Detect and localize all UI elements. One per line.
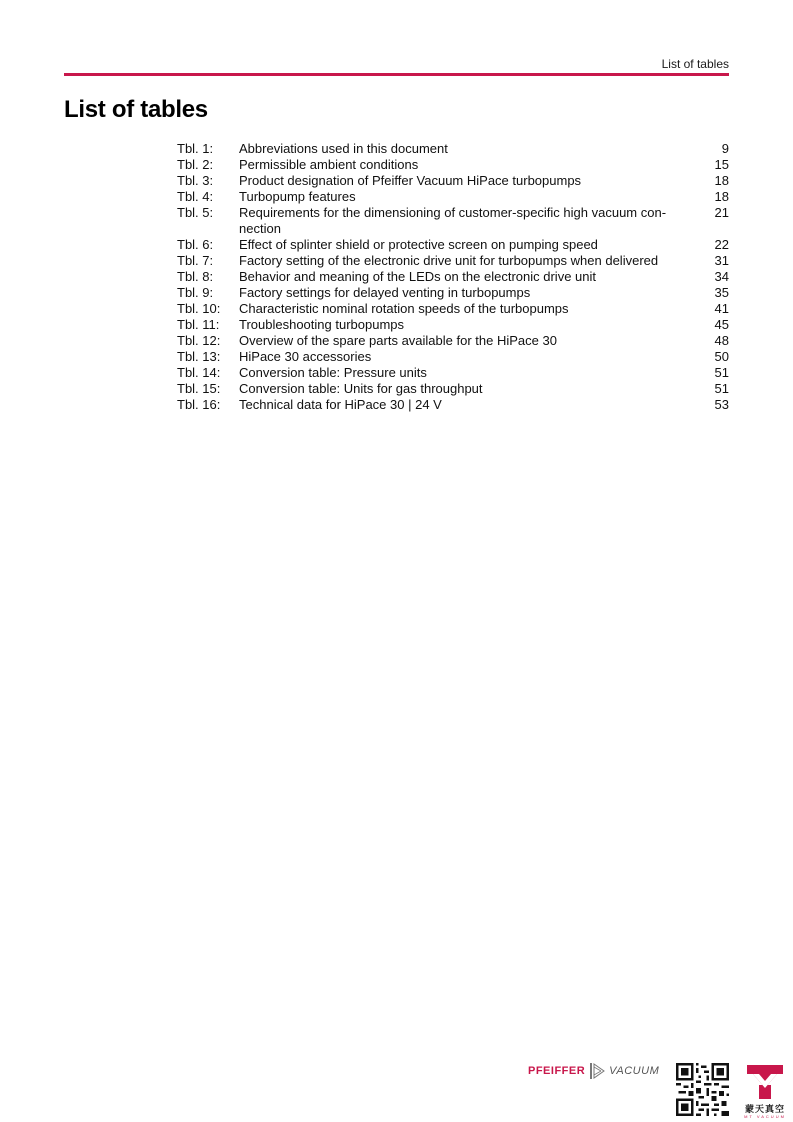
qr-code-icon xyxy=(676,1063,729,1116)
table-label: Tbl. 14: xyxy=(177,365,221,380)
table-page-number: 53 xyxy=(714,397,729,412)
table-page-number: 22 xyxy=(714,237,729,252)
mt-logo-chinese: 蒙天真空 xyxy=(744,1104,785,1114)
table-title: Factory settings for delayed venting in turbopumps xyxy=(239,285,531,300)
table-page-number: 51 xyxy=(714,381,729,396)
mt-logo-mark-icon xyxy=(737,1063,793,1101)
table-page-number: 51 xyxy=(714,365,729,380)
running-header: List of tables xyxy=(661,57,729,71)
table-label: Tbl. 6: xyxy=(177,237,214,252)
table-label: Tbl. 1: xyxy=(177,141,214,156)
table-list-item[interactable] xyxy=(177,157,729,173)
table-page-number: 45 xyxy=(714,317,729,332)
table-label: Tbl. 15: xyxy=(177,381,221,396)
vacuum-brand-text: VACUUM xyxy=(609,1065,660,1077)
pfeiffer-vacuum-logo xyxy=(528,1060,659,1082)
table-list-item[interactable] xyxy=(177,237,729,253)
table-list-item[interactable] xyxy=(177,173,729,189)
table-list-item[interactable] xyxy=(177,365,729,381)
table-label: Tbl. 12: xyxy=(177,333,221,348)
table-label: Tbl. 5: xyxy=(177,205,214,220)
table-title: Technical data for HiPace 30 | 24 V xyxy=(239,397,442,412)
table-list-item[interactable] xyxy=(177,317,729,333)
table-title: Conversion table: Pressure units xyxy=(239,365,427,380)
table-label: Tbl. 7: xyxy=(177,253,214,268)
table-title: HiPace 30 accessories xyxy=(239,349,372,364)
table-title: Characteristic nominal rotation speeds of the turbopumps xyxy=(239,301,569,316)
table-page-number: 35 xyxy=(714,285,729,300)
table-title: Abbreviations used in this document xyxy=(239,141,448,156)
table-title: Troubleshooting turbopumps xyxy=(239,317,405,332)
table-list-item[interactable] xyxy=(177,381,729,397)
header-rule xyxy=(64,73,729,76)
table-label: Tbl. 4: xyxy=(177,189,214,204)
table-label: Tbl. 10: xyxy=(177,301,221,316)
table-title: Turbopump features xyxy=(239,189,356,204)
table-title: Requirements for the dimensioning of customer-specific high vacuum con-nection xyxy=(239,205,667,236)
table-label: Tbl. 2: xyxy=(177,157,214,172)
pfeiffer-logo-mark-icon xyxy=(589,1062,605,1080)
table-page-number: 9 xyxy=(721,141,729,156)
table-label: Tbl. 3: xyxy=(177,173,214,188)
table-title: Behavior and meaning of the LEDs on the electronic drive unit xyxy=(239,269,596,284)
table-title: Permissible ambient conditions xyxy=(239,157,419,172)
table-list-item[interactable] xyxy=(177,333,729,349)
table-label: Tbl. 8: xyxy=(177,269,214,284)
table-page-number: 18 xyxy=(714,189,729,204)
table-page-number: 18 xyxy=(714,173,729,188)
table-title: Conversion table: Units for gas throughput xyxy=(239,381,483,396)
table-list-item[interactable] xyxy=(177,189,729,205)
pfeiffer-brand-text: PFEIFFER xyxy=(528,1065,586,1077)
mt-logo-english: MT VACUUM xyxy=(744,1114,786,1119)
table-page-number: 48 xyxy=(714,333,729,348)
table-list-item[interactable] xyxy=(177,285,729,301)
table-list-item[interactable] xyxy=(177,349,729,365)
table-page-number: 41 xyxy=(714,301,729,316)
mt-vacuum-logo xyxy=(737,1063,793,1121)
table-title: Factory setting of the electronic drive unit for turbopumps when delivered xyxy=(239,253,659,268)
table-label: Tbl. 11: xyxy=(177,317,220,332)
table-list-item[interactable] xyxy=(177,253,729,269)
table-list-item[interactable] xyxy=(177,301,729,317)
table-page-number: 21 xyxy=(714,205,729,220)
list-of-tables xyxy=(177,141,729,413)
table-label: Tbl. 16: xyxy=(177,397,221,412)
table-page-number: 34 xyxy=(714,269,729,284)
table-title: Product designation of Pfeiffer Vacuum HiPace turbopumps xyxy=(239,173,582,188)
page-title: List of tables xyxy=(64,96,208,123)
table-label: Tbl. 9: xyxy=(177,285,214,300)
table-list-item[interactable] xyxy=(177,397,729,413)
table-list-item[interactable] xyxy=(177,269,729,285)
table-title: Overview of the spare parts available for the HiPace 30 xyxy=(239,333,557,348)
table-list-item[interactable] xyxy=(177,141,729,157)
table-title: Effect of splinter shield or protective screen on pumping speed xyxy=(239,237,598,252)
table-page-number: 31 xyxy=(714,253,729,268)
table-page-number: 50 xyxy=(714,349,729,364)
table-list-item[interactable] xyxy=(177,205,729,237)
table-label: Tbl. 13: xyxy=(177,349,221,364)
table-page-number: 15 xyxy=(714,157,729,172)
